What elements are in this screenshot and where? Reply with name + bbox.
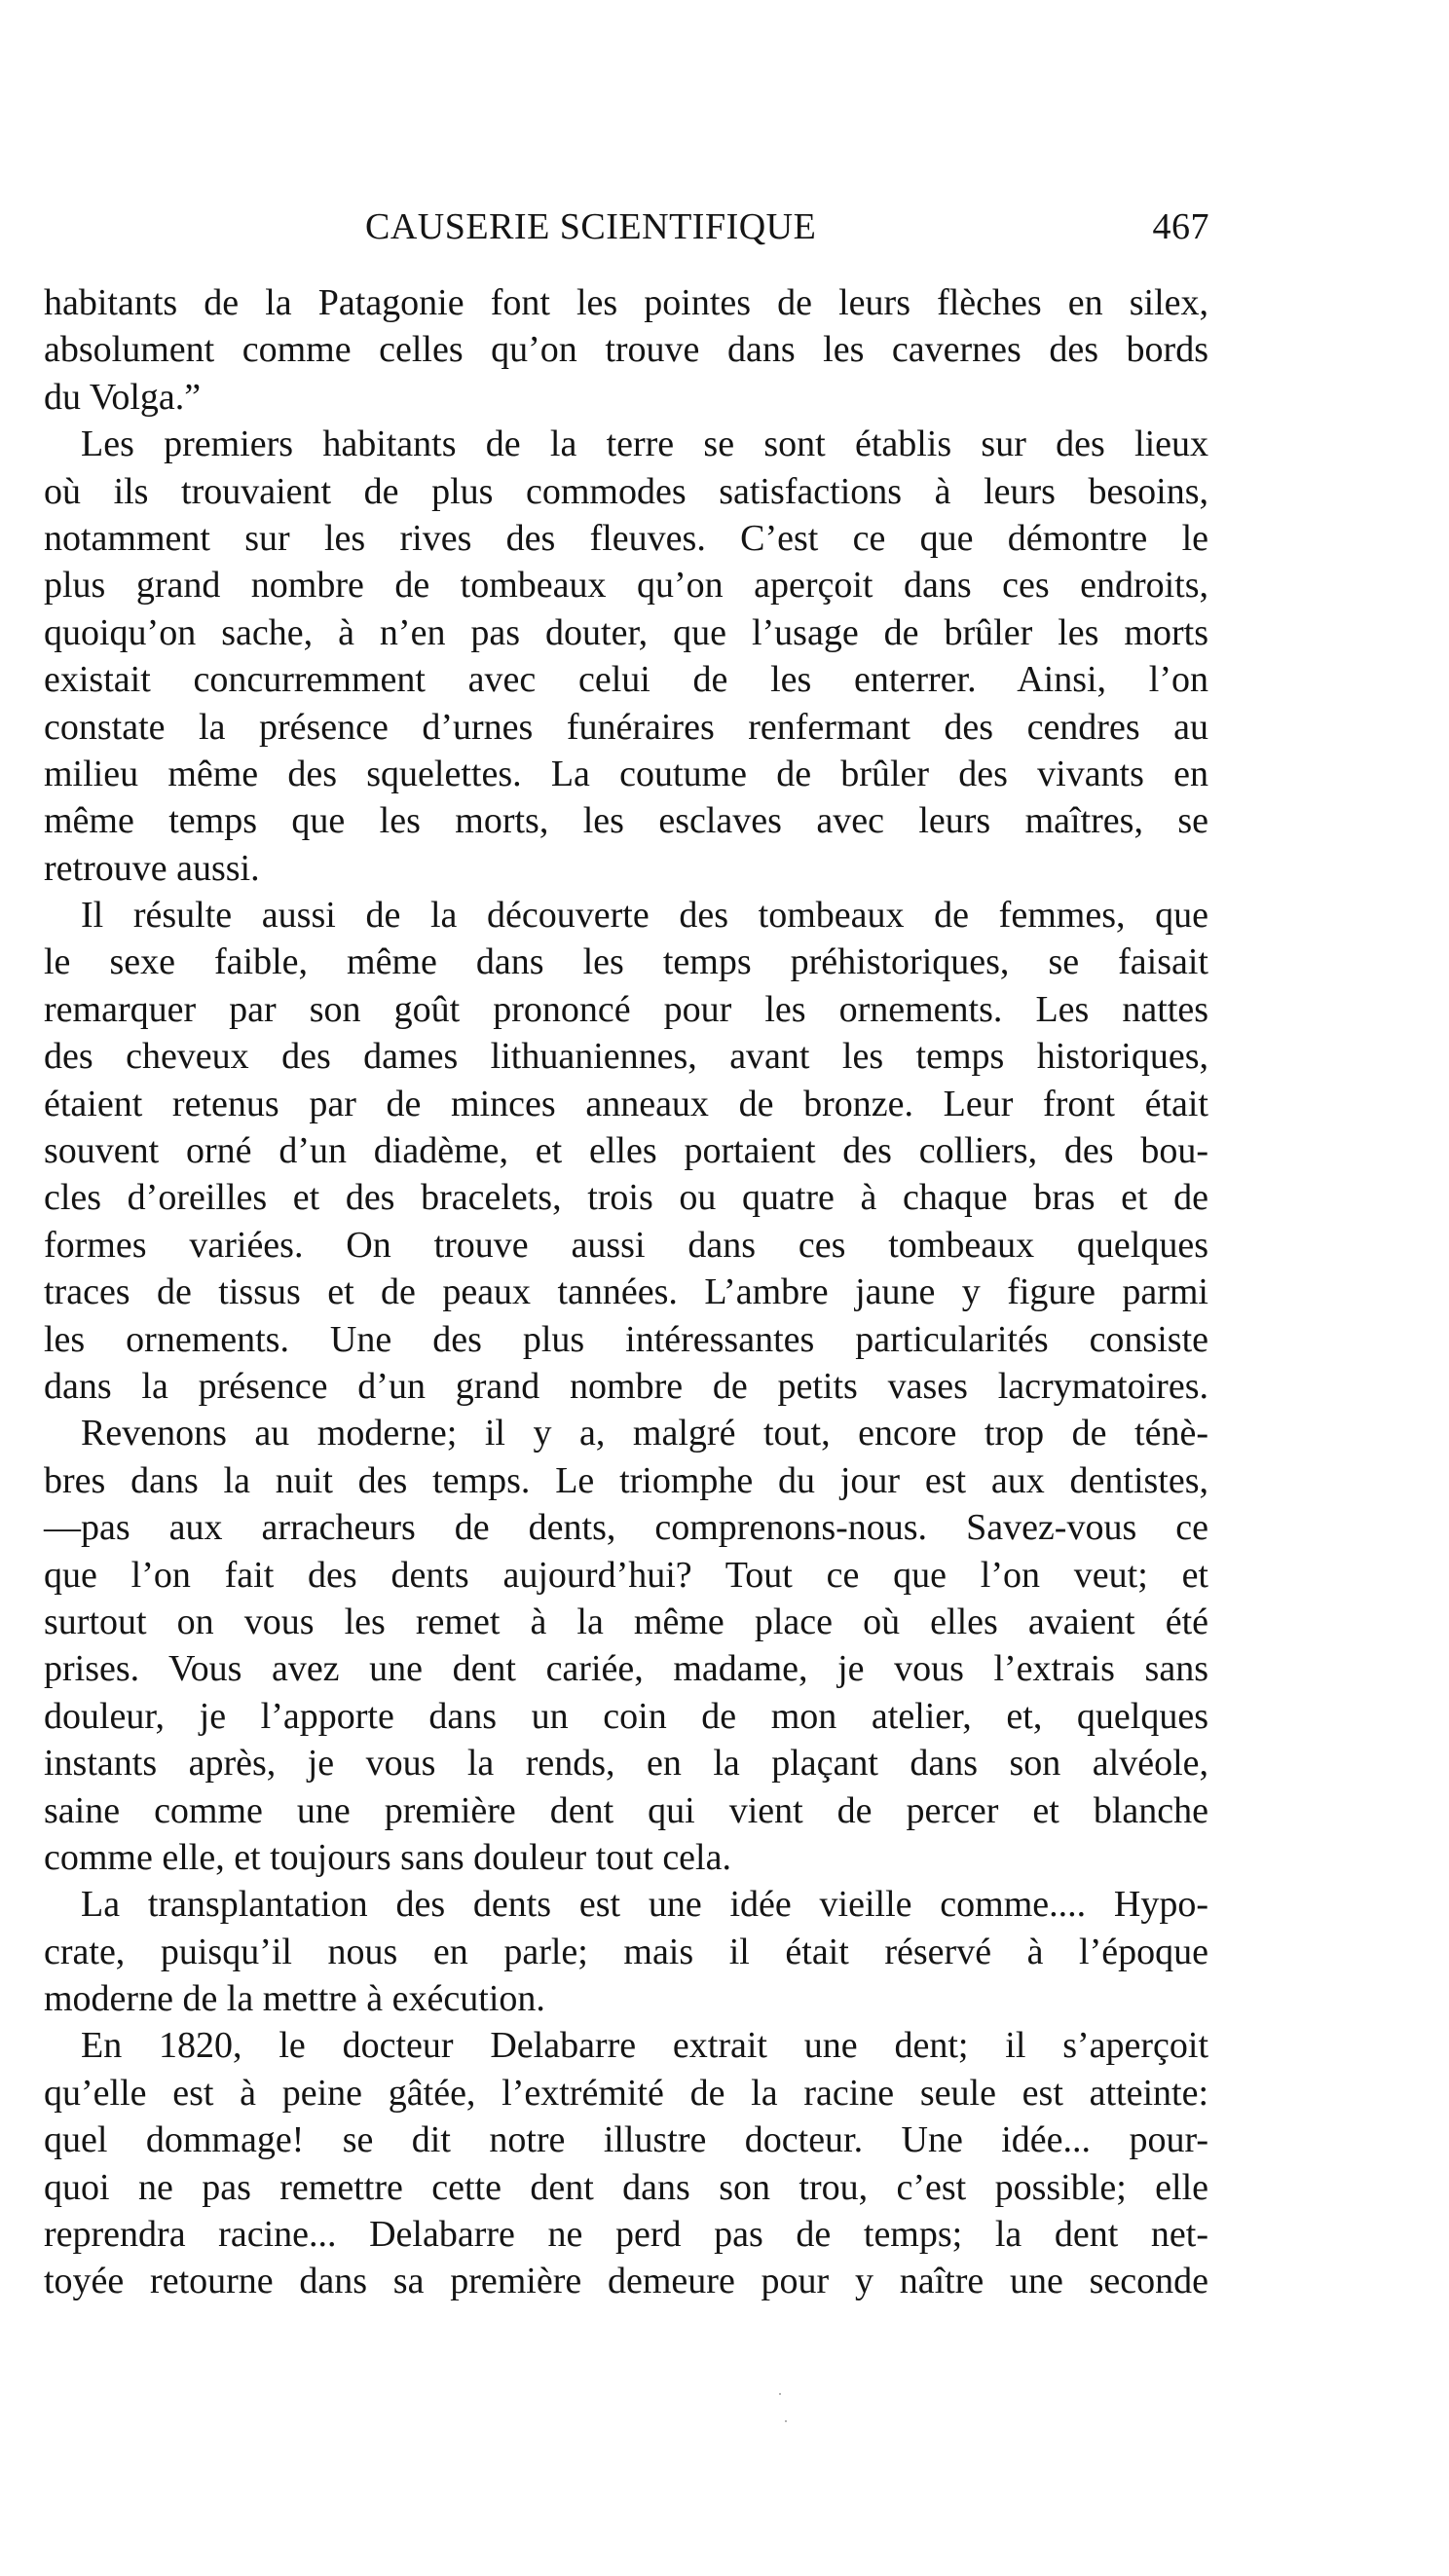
text-line: formes variées. On trouve aussi dans ces tombeaux quelques <box>44 1224 1208 1266</box>
paragraph-3 <box>44 892 1208 1410</box>
text-line: La transplantation des dents est une idée vieille comme.... Hypo- <box>81 1884 1208 1926</box>
text-line: Revenons au moderne; il y a, malgré tout, encore trop de ténè- <box>81 1413 1208 1454</box>
text-line: Il résulte aussi de la découverte des tombeaux de femmes, que <box>81 895 1208 937</box>
text-line: les ornements. Une des plus intéressantes particularités consiste <box>44 1318 1208 1360</box>
text-line: dans la présence d’un grand nombre de petits vases lacrymatoires. <box>44 1365 1208 1407</box>
paragraph-5 <box>44 1881 1208 2022</box>
text-line: notamment sur les rives des fleuves. C’est ce que démontre le <box>44 517 1208 559</box>
text-line: absolument comme celles qu’on trouve dans les cavernes des bords <box>44 329 1208 371</box>
running-head <box>365 202 1256 251</box>
text-line: du Volga.” <box>44 376 202 418</box>
text-line: reprendra racine... Delabarre ne perd pas de temps; la dent net- <box>44 2214 1208 2256</box>
paragraph-6 <box>44 2022 1208 2304</box>
text-line: quel dommage! se dit notre illustre docteur. Une idée... pour- <box>44 2119 1208 2161</box>
text-line: habitants de la Patagonie font les pointes de leurs flèches en silex, <box>44 282 1208 323</box>
body-text <box>44 279 1208 2305</box>
paragraph-4 <box>44 1410 1208 1881</box>
text-line: remarquer par son goût prononcé pour les ornements. Les nattes <box>44 988 1208 1030</box>
text-line: bres dans la nuit des temps. Le triomphe du jour est aux dentistes, <box>44 1459 1208 1501</box>
running-title: CAUSERIE SCIENTIFIQUE <box>365 206 817 247</box>
text-line: quoiqu’on sache, à n’en pas douter, que l’usage de brûler les morts <box>44 611 1208 653</box>
text-line: constate la présence d’urnes funéraires renfermant des cendres au <box>44 706 1208 748</box>
text-line: moderne de la mettre à exécution. <box>44 1978 545 2020</box>
text-line: toyée retourne dans sa première demeure pour y naître une seconde <box>44 2261 1208 2302</box>
text-line: étaient retenus par de minces anneaux de bronze. Leur front était <box>44 1083 1208 1124</box>
text-line: Les premiers habitants de la terre se sont établis sur des lieux <box>81 423 1208 465</box>
text-line: —pas aux arracheurs de dents, comprenons-nous. Savez-vous ce <box>44 1507 1208 1549</box>
text-line: même temps que les morts, les esclaves avec leurs maîtres, se <box>44 800 1208 842</box>
text-line: retrouve aussi. <box>44 847 260 889</box>
text-line: plus grand nombre de tombeaux qu’on aperçoit dans ces endroits, <box>44 565 1208 607</box>
text-line: comme elle, et toujours sans douleur tout cela. <box>44 1836 731 1878</box>
text-line: qu’elle est à peine gâtée, l’extrémité de la racine seule est atteinte: <box>44 2072 1208 2114</box>
text-line: En 1820, le docteur Delabarre extrait une dent; il s’aperçoit <box>81 2025 1208 2067</box>
text-line: crate, puisqu’il nous en parle; mais il était réservé à l’époque <box>44 1931 1208 1972</box>
text-line: douleur, je l’apporte dans un coin de mon atelier, et, quelques <box>44 1695 1208 1737</box>
text-line: le sexe faible, même dans les temps préhistoriques, se faisait <box>44 941 1208 983</box>
text-line: saine comme une première dent qui vient de percer et blanche <box>44 1789 1208 1831</box>
text-line: instants après, je vous la rends, en la plaçant dans son alvéole, <box>44 1743 1208 1785</box>
text-line: surtout on vous les remet à la même place où elles avaient été <box>44 1601 1208 1642</box>
text-line: des cheveux des dames lithuaniennes, avant les temps historiques, <box>44 1036 1208 1078</box>
text-line: prises. Vous avez une dent cariée, madame, je vous l’extrais sans <box>44 1648 1208 1690</box>
paragraph-2 <box>44 421 1208 892</box>
text-line: existait concurremment avec celui de les enterrer. Ainsi, l’on <box>44 659 1208 701</box>
text-line: souvent orné d’un diadème, et elles portaient des colliers, des bou- <box>44 1130 1208 1172</box>
text-line: milieu même des squelettes. La coutume de brûler des vivants en <box>44 753 1208 794</box>
print-speck <box>785 2420 787 2422</box>
paragraph-1 <box>44 279 1208 421</box>
text-line: que l’on fait des dents aujourd’hui? Tout ce que l’on veut; et <box>44 1554 1208 1596</box>
page-number: 467 <box>1152 206 1209 247</box>
text-line: quoi ne pas remettre cette dent dans son trou, c’est possible; elle <box>44 2166 1208 2208</box>
text-line: traces de tissus et de peaux tannées. L’ambre jaune y figure parmi <box>44 1271 1208 1313</box>
print-speck <box>779 2393 781 2395</box>
text-line: où ils trouvaient de plus commodes satisfactions à leurs besoins, <box>44 470 1208 512</box>
text-line: cles d’oreilles et des bracelets, trois ou quatre à chaque bras et de <box>44 1177 1208 1219</box>
